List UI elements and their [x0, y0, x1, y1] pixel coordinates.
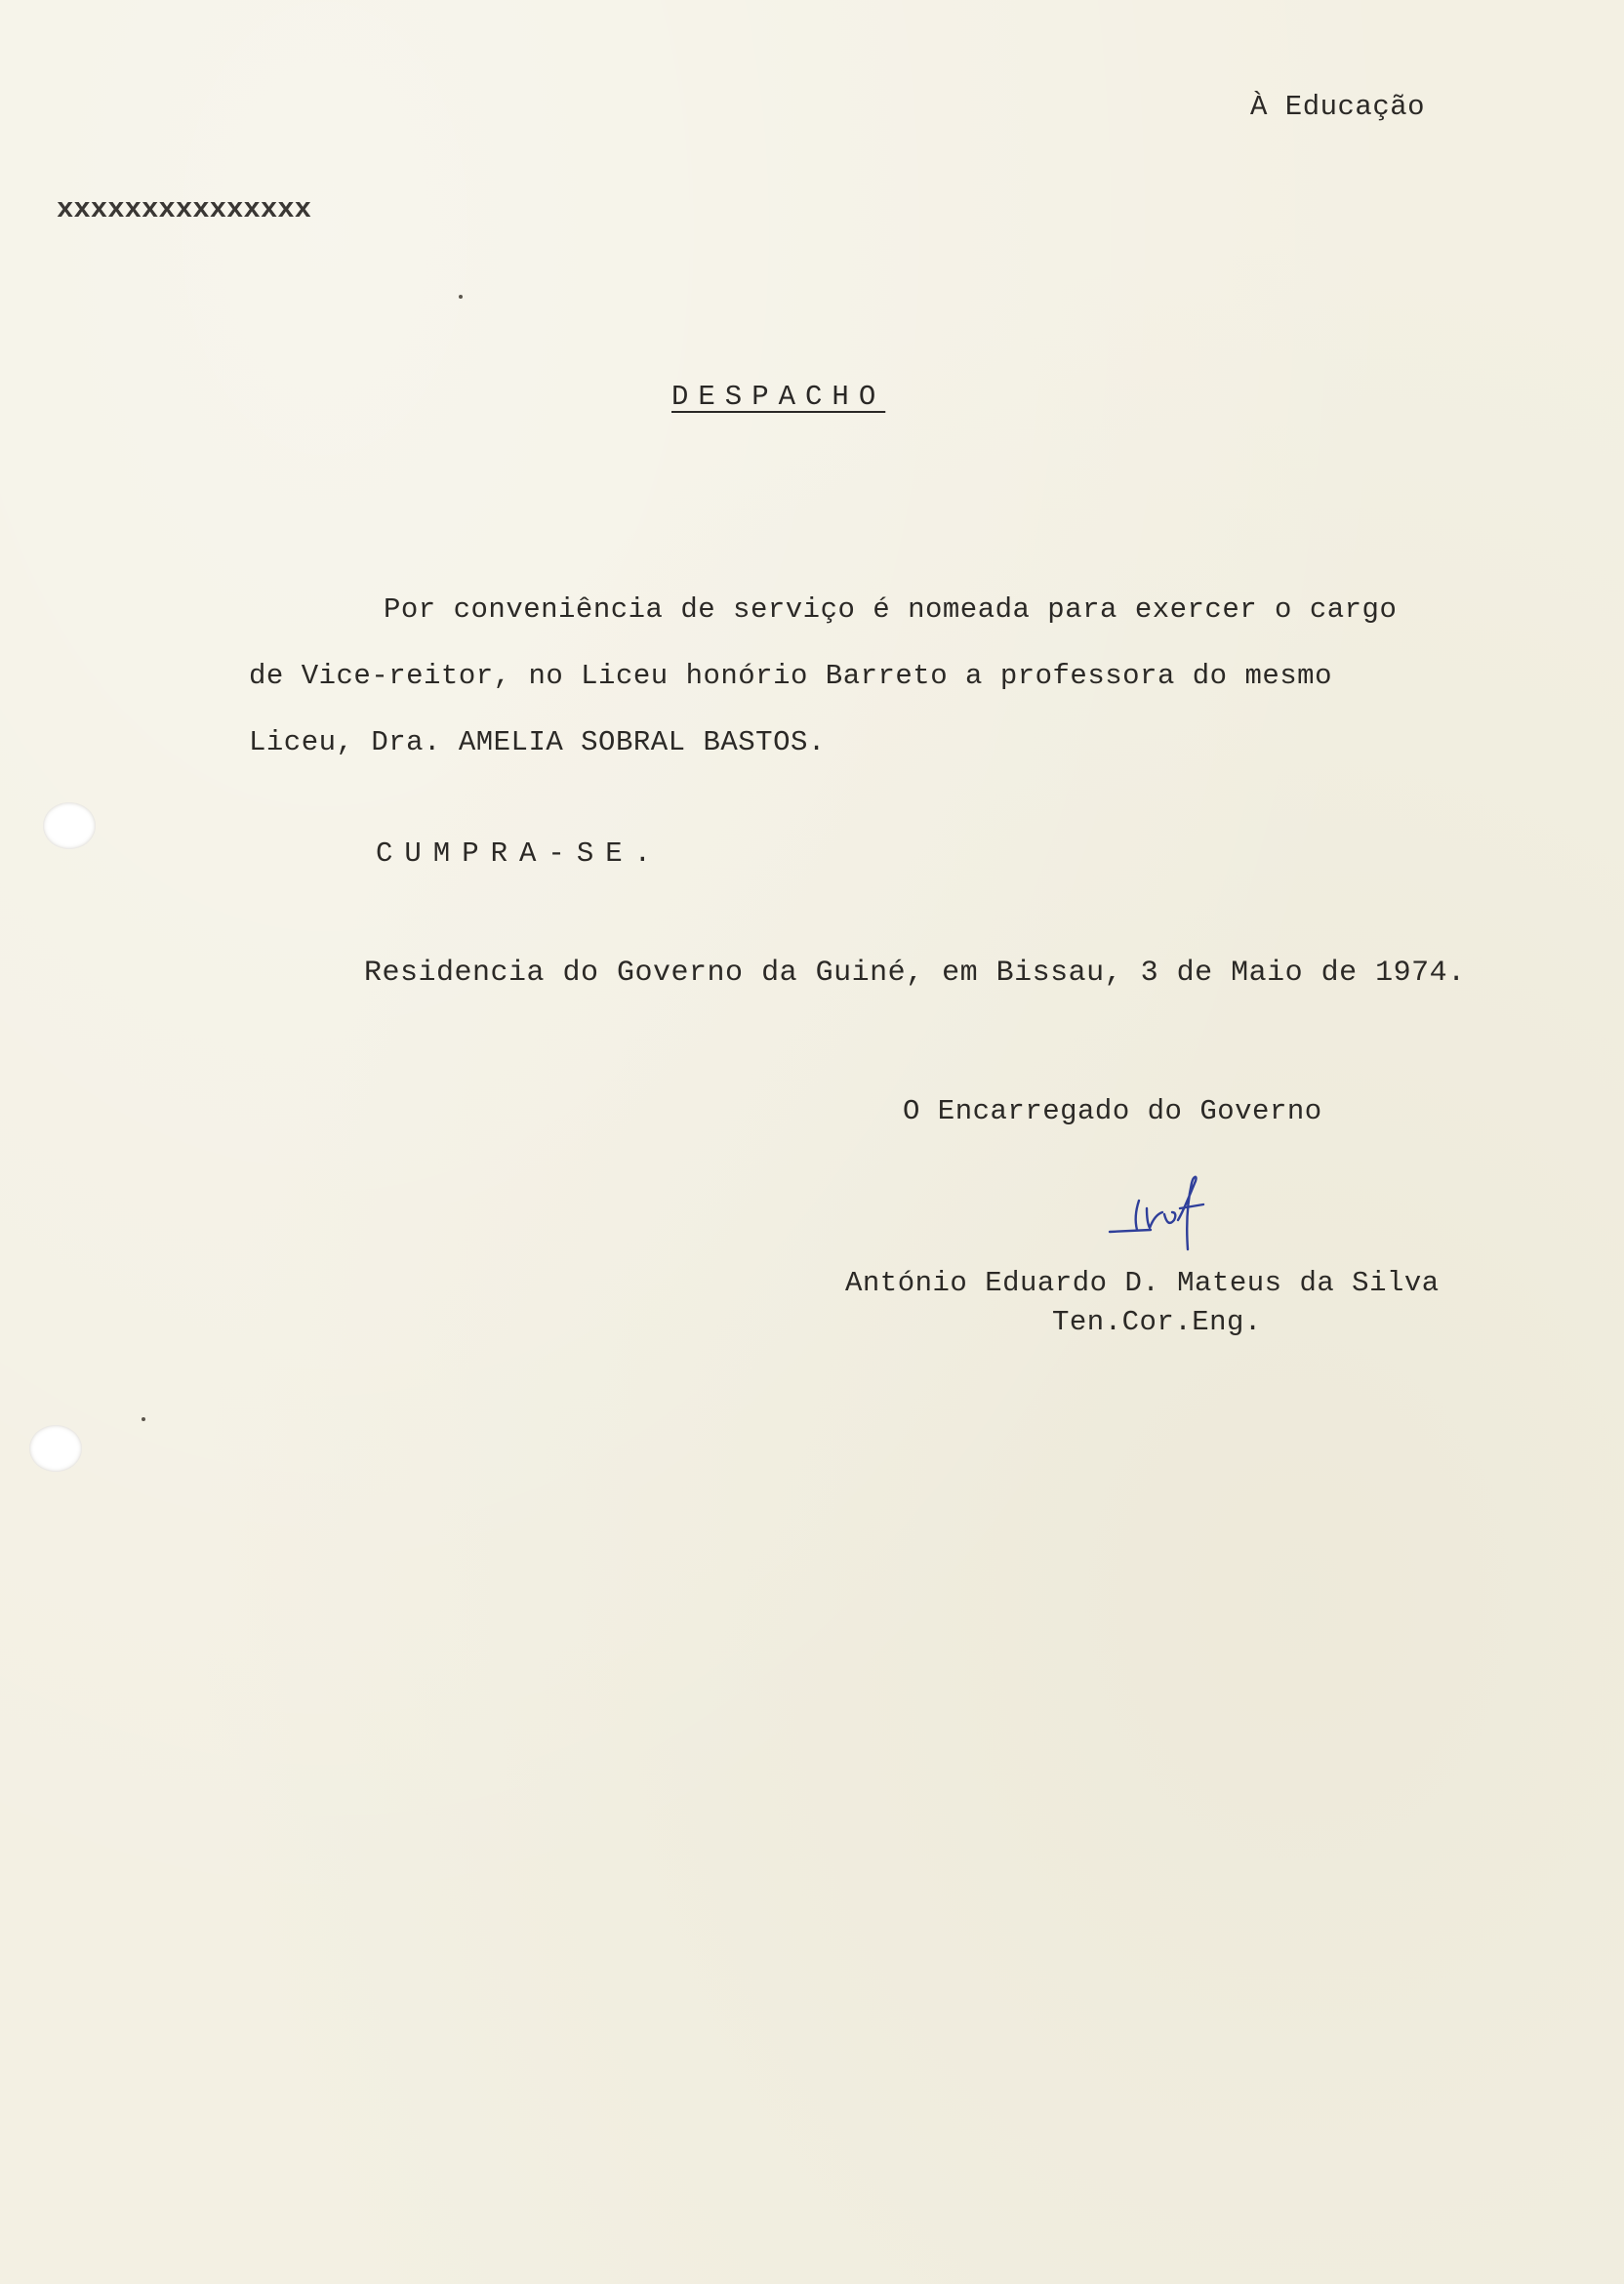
signatory-rank: Ten.Cor.Eng.: [1052, 1306, 1262, 1338]
punched-hole: [29, 1425, 82, 1472]
body-line: de Vice-reitor, no Liceu honório Barreto a professora do mesmo: [249, 660, 1332, 692]
document-title: DESPACHO: [671, 381, 886, 413]
handwritten-signature-icon: [1108, 1171, 1235, 1259]
paper-speck: [459, 295, 463, 299]
punched-hole: [43, 802, 96, 849]
order-text: CUMPRA-SE.: [376, 837, 664, 870]
body-line: Liceu, Dra. AMELIA SOBRAL BASTOS.: [249, 726, 826, 758]
place-date: Residencia do Governo da Guiné, em Bissau, 3 de Maio de 1974.: [364, 957, 1466, 990]
signatory-role: O Encarregado do Governo: [903, 1095, 1322, 1127]
paper-speck: [142, 1417, 145, 1421]
redaction-mark: xxxxxxxxxxxxxxx: [57, 193, 312, 225]
signatory-name: António Eduardo D. Mateus da Silva: [845, 1267, 1440, 1299]
destination-note: À Educação: [1250, 91, 1426, 123]
body-line: Por conveniência de serviço é nomeada para exercer o cargo: [384, 593, 1398, 626]
